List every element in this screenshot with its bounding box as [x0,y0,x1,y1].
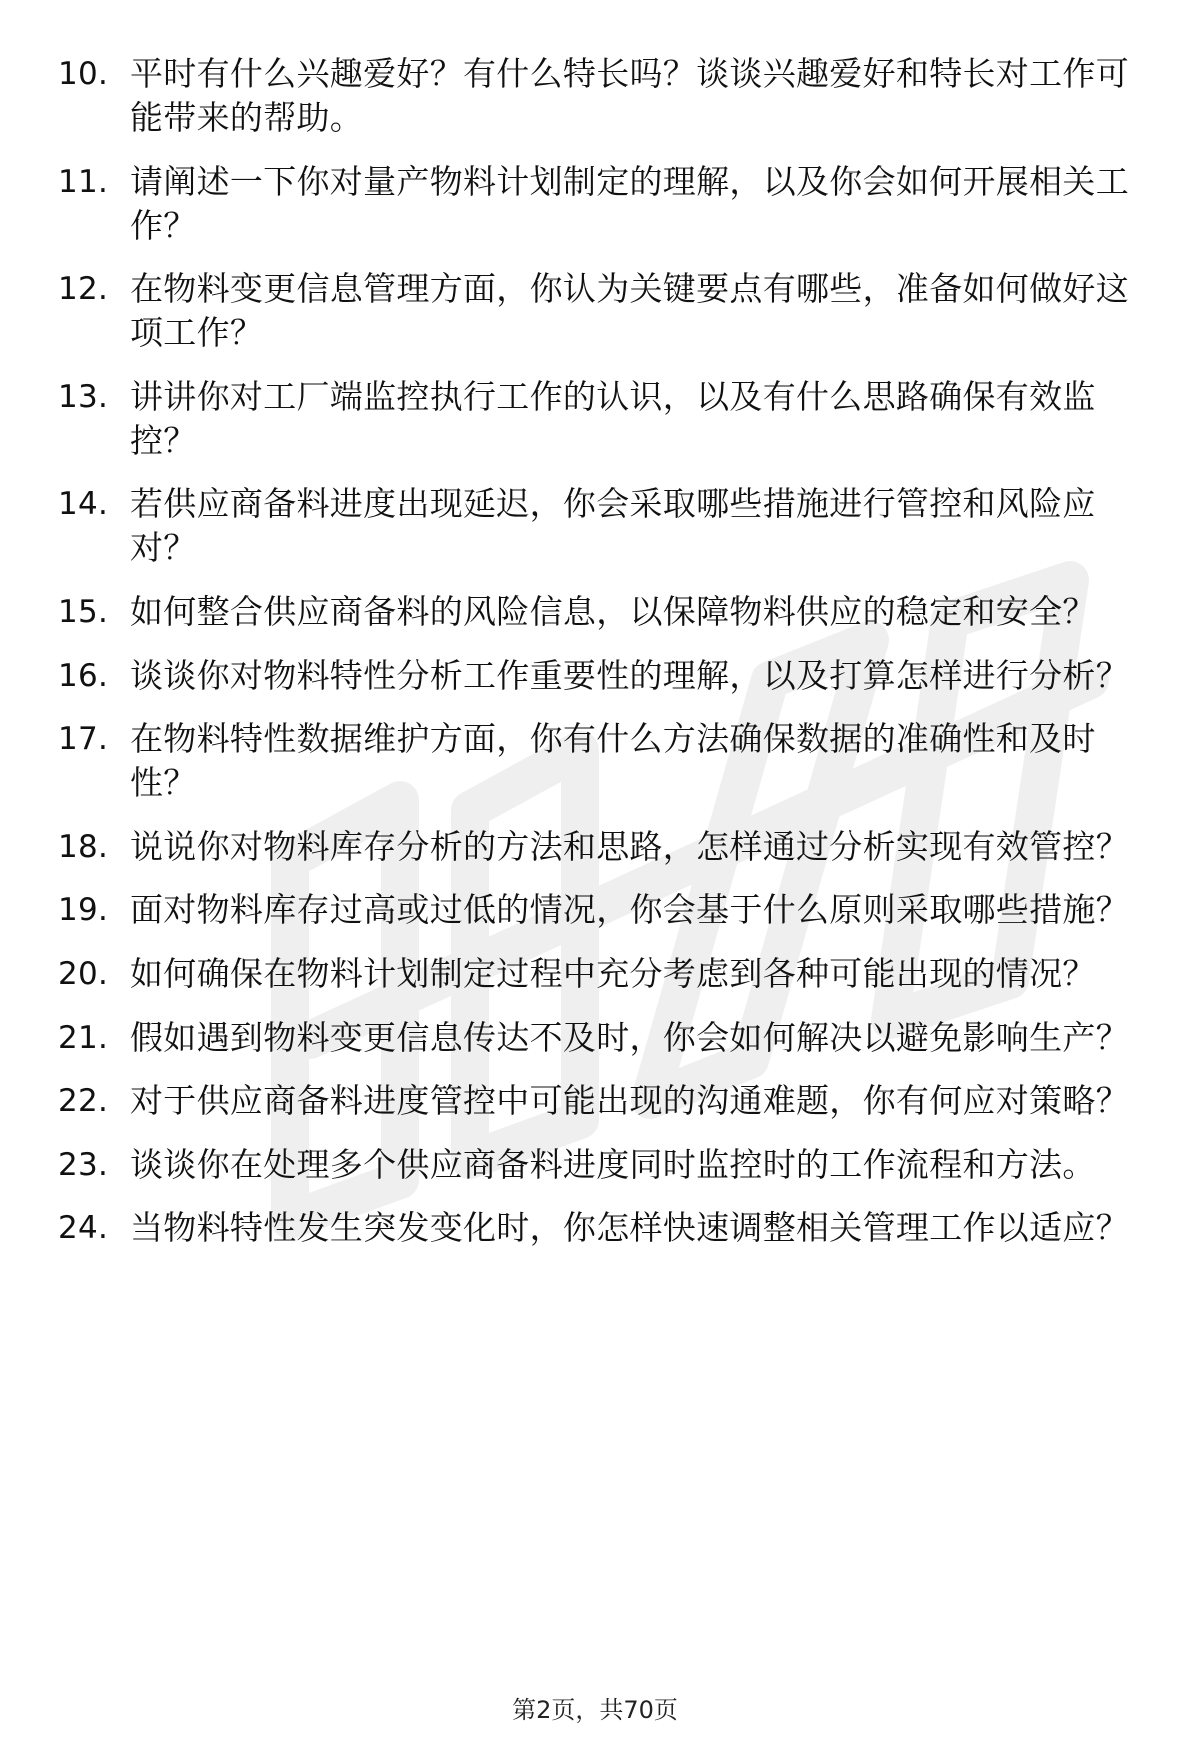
question-number: 16. [58,657,109,694]
question-number: 18. [58,828,109,865]
question-number: 15. [58,593,109,630]
question-number: 12. [58,271,109,308]
question-item [58,160,1143,248]
question-item [58,482,1143,570]
question-number: 23. [58,1146,109,1183]
question-text: 在物料变更信息管理方面，你认为关键要点有哪些，准备如何做好这项工作？ [130,269,1129,353]
question-item [58,888,1143,932]
question-item [58,1079,1143,1123]
question-item [58,1206,1143,1250]
question-text: 讲讲你对工厂端监控执行工作的认识，以及有什么思路确保有效监控？ [130,376,1096,460]
question-text: 请阐述一下你对量产物料计划制定的理解，以及你会如何开展相关工作？ [130,161,1129,245]
question-number: 21. [58,1019,109,1056]
question-number: 20. [58,955,109,992]
question-text: 谈谈你在处理多个供应商备料进度同时监控时的工作流程和方法。 [130,1144,1096,1184]
question-text: 如何整合供应商备料的风险信息，以保障物料供应的稳定和安全？ [130,591,1096,631]
question-item [58,1143,1143,1187]
question-list [58,52,1143,1270]
question-item [58,52,1143,140]
question-number: 22. [58,1083,109,1120]
question-item [58,825,1143,869]
question-item [58,590,1143,634]
question-item [58,654,1143,698]
question-number: 19. [58,892,109,929]
question-text: 假如遇到物料变更信息传达不及时，你会如何解决以避免影响生产？ [130,1017,1129,1057]
question-text: 说说你对物料库存分析的方法和思路，怎样通过分析实现有效管控？ [130,826,1129,866]
question-number: 10. [58,56,109,92]
page-footer [0,1690,1190,1725]
page-number-label: 第2页，共70页 [512,1696,678,1724]
question-item [58,267,1143,355]
question-text: 当物料特性发生突发变化时，你怎样快速调整相关管理工作以适应？ [130,1208,1129,1248]
question-number: 13. [58,378,109,415]
question-item [58,1016,1143,1060]
question-text: 如何确保在物料计划制定过程中充分考虑到各种可能出现的情况？ [130,953,1096,993]
question-number: 24. [58,1210,109,1247]
question-number: 17. [58,721,109,758]
question-number: 14. [58,486,109,523]
question-text: 平时有什么兴趣爱好？有什么特长吗？谈谈兴趣爱好和特长对工作可能带来的帮助。 [130,54,1129,137]
question-text: 谈谈你对物料特性分析工作重要性的理解，以及打算怎样进行分析？ [130,655,1129,695]
question-item [58,717,1143,805]
question-item [58,375,1143,463]
question-text: 若供应商备料进度出现延迟，你会采取哪些措施进行管控和风险应对？ [130,484,1096,568]
question-number: 11. [58,163,109,200]
question-text: 在物料特性数据维护方面，你有什么方法确保数据的准确性和及时性？ [130,719,1096,803]
question-text: 对于供应商备料进度管控中可能出现的沟通难题，你有何应对策略？ [130,1081,1129,1121]
question-text: 面对物料库存过高或过低的情况，你会基于什么原则采取哪些措施？ [130,890,1129,930]
question-item [58,952,1143,996]
